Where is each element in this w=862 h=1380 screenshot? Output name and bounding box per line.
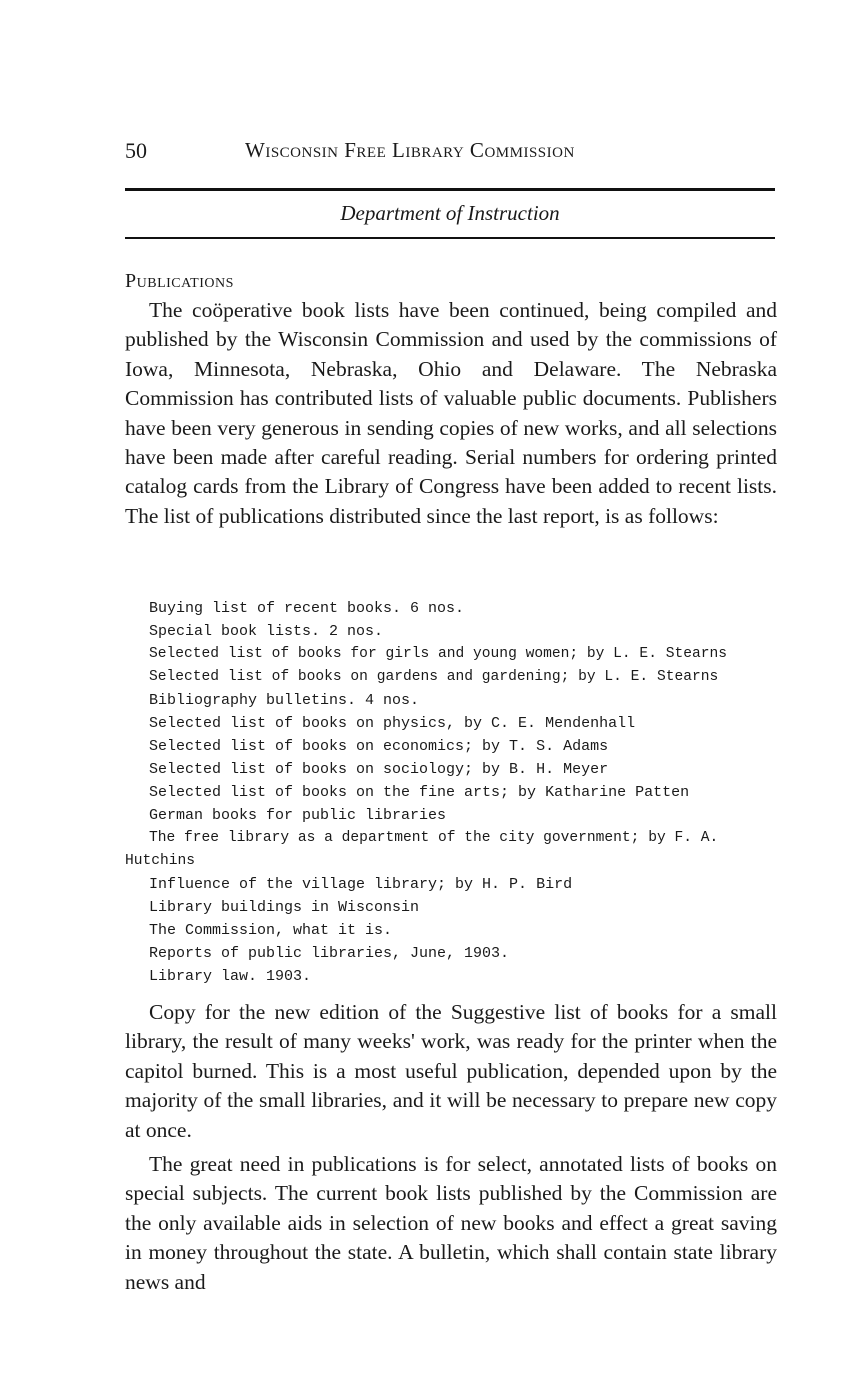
paragraph-text: The coöperative book lists have been continued, being compiled and published by the Wisconsin Commission and used by the commissions of Iowa, Minnesota, Nebraska, Ohio and Delaware. The Nebraska Commission has contributed lists of valuable public documents. Publishers have been very generous in sending copies of new works, and all selections have been made after careful reading. Serial numbers for ordering printed catalog cards from the Library of Congress have been added to recent lists. The list of publications distributed since the last report, is as follows:: [125, 298, 777, 528]
paragraph-text: Copy for the new edition of the Suggestive list of books for a small library, the result of many weeks' work, was ready for the printer when the capitol burned. This is a most useful publication, depended upon by the majority of the small libraries, and it will be necessary to prepare new copy at once.: [125, 1000, 777, 1142]
paragraph-suggestive-list: [125, 998, 777, 1145]
section-heading: Publications: [125, 270, 234, 292]
list-item: Influence of the village library; by H. P. Bird: [149, 876, 573, 893]
paragraph-text: The great need in publications is for select, annotated lists of books on special subjects. The current book lists published by the Commission are the only available aids in selection of new books and effect a great saving in money throughout the state. A bulletin, which shall contain state library news and: [125, 1152, 777, 1294]
list-item: Selected list of books for girls and young women; by L. E. Stearns: [149, 646, 728, 662]
list-item: Bibliography bulletins. 4 nos.: [149, 692, 420, 709]
list-item: Selected list of books on the fine arts; by Katharine Patten: [149, 784, 690, 801]
list-item: Selected list of books on physics, by C. E. Mendenhall: [149, 715, 636, 732]
department-heading: Department of Instruction: [340, 201, 560, 225]
list-item: Selected list of books on gardens and gardening; by L. E. Stearns: [149, 669, 719, 685]
list-item: German books for public libraries: [149, 807, 447, 824]
list-item: Special book lists. 2 nos.: [149, 623, 384, 640]
paragraph-cooperative-lists: [125, 296, 777, 531]
list-item: Selected list of books on sociology; by B. H. Meyer: [149, 761, 609, 778]
list-item: Reports of public libraries, June, 1903.: [149, 945, 510, 962]
paragraph-great-need: [125, 1150, 777, 1297]
list-item: The Commission, what it is.: [149, 922, 393, 939]
list-item: The free library as a department of the city government; by F. A. Hutchins: [125, 830, 719, 869]
running-title: Wisconsin Free Library Commission: [245, 138, 575, 162]
publications-list: [125, 597, 780, 988]
page-header: [125, 138, 775, 170]
list-item: Buying list of recent books. 6 nos.: [149, 600, 465, 617]
header-rule-top: [125, 188, 775, 191]
list-item: Library buildings in Wisconsin: [149, 899, 420, 916]
page-number: 50: [125, 138, 147, 163]
header-rule-bottom: [125, 237, 775, 239]
list-item: Selected list of books on economics; by T. S. Adams: [149, 738, 609, 755]
list-item: Library law. 1903.: [149, 968, 312, 985]
